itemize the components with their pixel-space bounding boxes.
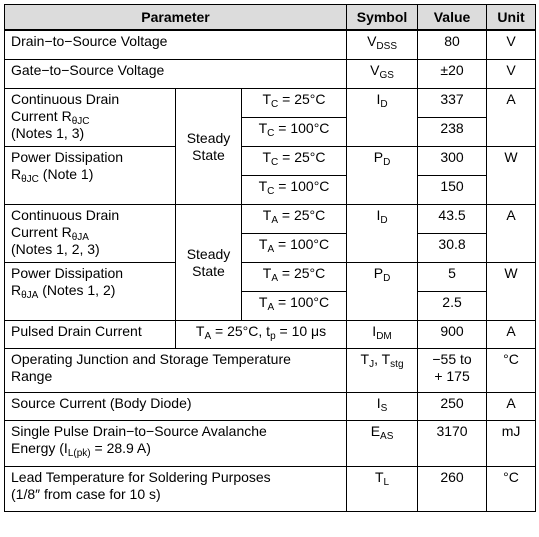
table-row [5, 393, 536, 421]
table-row [5, 205, 536, 234]
condition-cell: $T_A = 25^\circ C$ [242, 263, 347, 292]
table-header-row [5, 5, 536, 31]
value-cell: 300 [418, 147, 487, 176]
symbol-cell: $P_D$ [347, 263, 418, 321]
param-cell: Lead Temperature for Soldering Purposes (1/8″ from case for 10 s) [5, 467, 347, 512]
param-cell: Continuous Drain Current $R_{\theta JC}$ (Notes 1, 3) [5, 89, 176, 147]
unit-cell: mJ [487, 421, 536, 467]
param-cell: Continuous Drain Current $R_{\theta JA}$ (Notes 1, 2, 3) [5, 205, 176, 263]
param-cell: Power Dissipation $R_{\theta JC}$ (Note 1) [5, 147, 176, 205]
steady-state-cell: Steady State [176, 89, 242, 205]
table-row [5, 263, 536, 292]
header-unit: Unit [487, 5, 536, 31]
value-cell: 900 [418, 321, 487, 349]
param-cell: Drain−to−Source Voltage [5, 30, 347, 60]
param-cell: Single Pulse Drain−to−Source Avalanche Energy ($I_{L(pk)} = 28.9$ A) [5, 421, 347, 467]
table-row [5, 147, 536, 176]
unit-cell: °C [487, 349, 536, 393]
value-cell: −55 to + 175 [418, 349, 487, 393]
value-cell: 260 [418, 467, 487, 512]
unit-cell: A [487, 393, 536, 421]
unit-cell: V [487, 60, 536, 89]
symbol-cell: $E_{AS}$ [347, 421, 418, 467]
symbol-cell: $I_D$ [347, 205, 418, 263]
value-cell: 3170 [418, 421, 487, 467]
table-row [5, 349, 536, 393]
value-cell: 30.8 [418, 234, 487, 263]
symbol-cell: $T_J$, $T_{stg}$ [347, 349, 418, 393]
value-cell: 43.5 [418, 205, 487, 234]
symbol-cell: $V_{GS}$ [347, 60, 418, 89]
param-cell: Source Current (Body Diode) [5, 393, 347, 421]
value-cell: 150 [418, 176, 487, 205]
symbol-cell: $I_D$ [347, 89, 418, 147]
symbol-cell: $I_{DM}$ [347, 321, 418, 349]
header-value: Value [418, 5, 487, 31]
param-cell: Power Dissipation $R_{\theta JA}$ (Notes 1, 2) [5, 263, 176, 321]
condition-cell: $T_C = 100^\circ C$ [242, 118, 347, 147]
value-cell: 80 [418, 30, 487, 60]
table-row [5, 421, 536, 467]
condition-cell: $T_A = 25^\circ C$ [242, 205, 347, 234]
param-cell: Operating Junction and Storage Temperature Range [5, 349, 347, 393]
condition-cell: $T_C = 25^\circ C$ [242, 147, 347, 176]
maximum-ratings-table [4, 4, 536, 512]
unit-cell: W [487, 147, 536, 205]
symbol-cell: $I_S$ [347, 393, 418, 421]
unit-cell: V [487, 30, 536, 60]
value-cell: 337 [418, 89, 487, 118]
table-row [5, 30, 536, 60]
param-cell: Pulsed Drain Current [5, 321, 176, 349]
condition-cell: $T_C = 25^\circ C$ [242, 89, 347, 118]
unit-cell: A [487, 89, 536, 147]
unit-cell: W [487, 263, 536, 321]
value-cell: 250 [418, 393, 487, 421]
header-parameter: Parameter [5, 5, 347, 31]
unit-cell: A [487, 321, 536, 349]
condition-cell: $T_C = 100^\circ C$ [242, 176, 347, 205]
unit-cell: A [487, 205, 536, 263]
param-cell: Gate−to−Source Voltage [5, 60, 347, 89]
value-cell: 2.5 [418, 292, 487, 321]
table-row [5, 467, 536, 512]
table-row [5, 89, 536, 118]
unit-cell: °C [487, 467, 536, 512]
steady-state-cell: Steady State [176, 205, 242, 321]
condition-cell: $T_A = 100^\circ C$ [242, 234, 347, 263]
symbol-cell: $V_{DSS}$ [347, 30, 418, 60]
value-cell: ±20 [418, 60, 487, 89]
symbol-cell: $T_L$ [347, 467, 418, 512]
table-row [5, 60, 536, 89]
header-symbol: Symbol [347, 5, 418, 31]
condition-cell: $T_A = 100^\circ C$ [242, 292, 347, 321]
value-cell: 238 [418, 118, 487, 147]
condition-cell: $T_A = 25^\circ C$, $t_p = 10$ μs [176, 321, 347, 349]
table-row [5, 321, 536, 349]
symbol-cell: $P_D$ [347, 147, 418, 205]
value-cell: 5 [418, 263, 487, 292]
